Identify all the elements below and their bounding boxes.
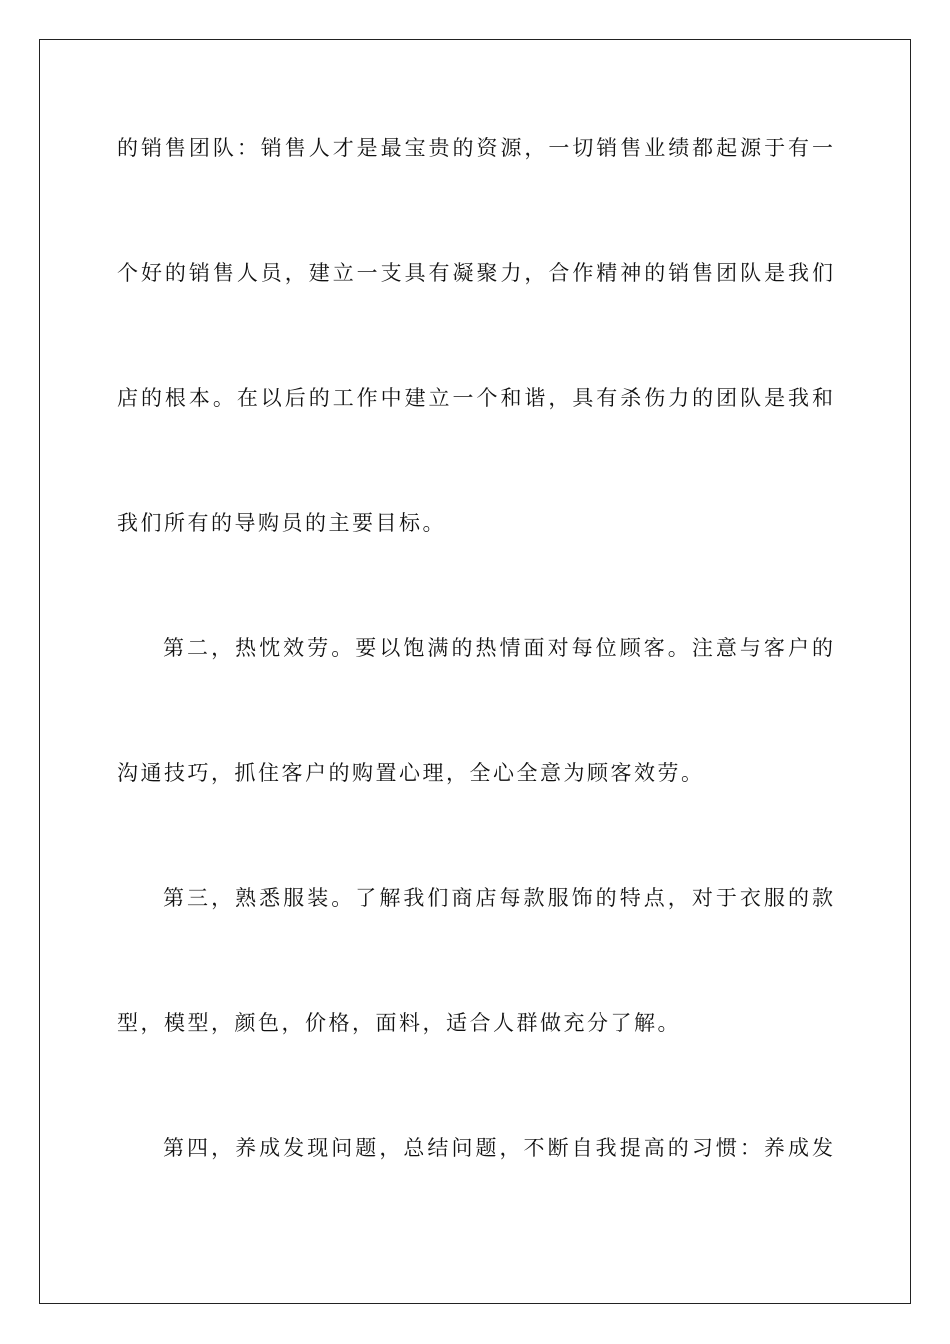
paragraph-line-3: 店的根本。在以后的工作中建立一个和谐，具有杀伤力的团队是我和 (117, 386, 833, 410)
paragraph-line-5: 第二，热忱效劳。要以饱满的热情面对每位顾客。注意与客户的 (163, 636, 833, 660)
paragraph-line-6: 沟通技巧，抓住客户的购置心理，全心全意为顾客效劳。 (117, 761, 705, 785)
paragraph-line-4: 我们所有的导购员的主要目标。 (117, 511, 446, 535)
paragraph-line-8: 型，模型，颜色，价格，面料，适合人群做充分了解。 (117, 1011, 681, 1035)
paragraph-line-1: 的销售团队：销售人才是最宝贵的资源，一切销售业绩都起源于有一 (117, 136, 833, 160)
page-border (39, 39, 911, 1304)
paragraph-line-2: 个好的销售人员，建立一支具有凝聚力，合作精神的销售团队是我们 (117, 261, 833, 285)
paragraph-line-9: 第四，养成发现问题，总结问题，不断自我提高的习惯：养成发 (163, 1136, 833, 1160)
paragraph-line-7: 第三，熟悉服装。了解我们商店每款服饰的特点，对于衣服的款 (163, 886, 833, 910)
